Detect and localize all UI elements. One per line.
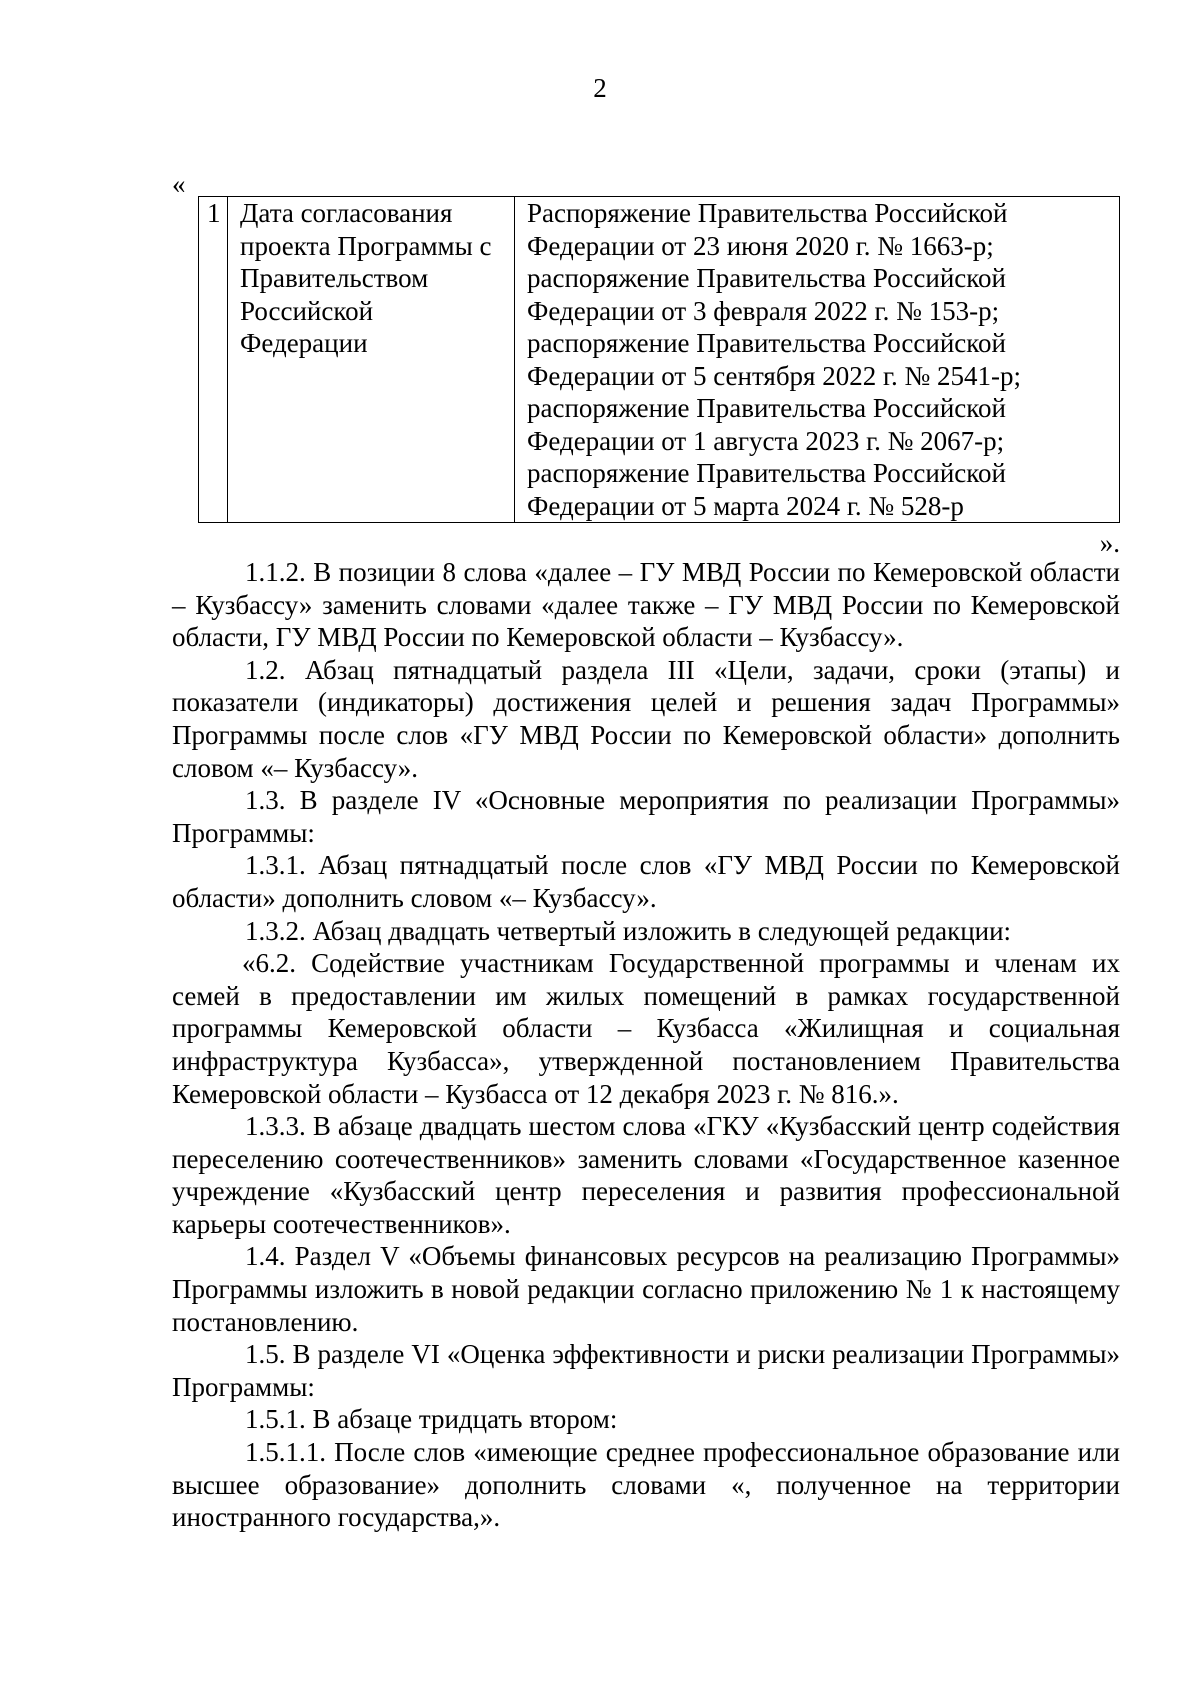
basis-line: Федерации от 5 марта 2024 г. № 528-р — [527, 490, 964, 521]
basis-line: Федерации от 5 сентября 2022 г. № 2541-р; — [527, 360, 1022, 391]
basis-line: Федерации от 1 августа 2023 г. № 2067-р; — [527, 425, 1005, 456]
basis-line: Федерации от 3 февраля 2022 г. № 153-р; — [527, 295, 1000, 326]
paragraph-1-1-2: 1.1.2. В позиции 8 слова «далее – ГУ МВД России по Кемеровской области – Кузбассу» заменить словами «далее также – ГУ МВД России по Кемеровской области, ГУ МВД России по Кемеровской области – Кузбассу». — [172, 557, 1120, 653]
paragraph-1-3: 1.3. В разделе IV «Основные мероприятия по реализации Программы» Программы: — [172, 785, 1120, 848]
paragraph-1-3-3: 1.3.3. В абзаце двадцать шестом слова «ГКУ «Кузбасский центр содействия переселению соотечественников» заменить словами «Государственное казенное учреждение «Кузбасский центр переселения и развития профессиональной карьеры соотечественников». — [172, 1111, 1120, 1239]
position-name-cell — [228, 197, 515, 523]
basis-line: распоряжение Правительства Российской — [527, 328, 1006, 358]
basis-line: распоряжение Правительства Российской — [527, 393, 1006, 423]
paragraph-1-4: 1.4. Раздел V «Объемы финансовых ресурсов на реализацию Программы» Программы изложить в новой редакции согласно приложению № 1 к настоящему постановлению. — [172, 1241, 1120, 1337]
document-body — [172, 556, 1120, 1534]
closing-quote-mark: ». — [1099, 528, 1120, 558]
position-basis-cell — [515, 197, 1120, 523]
basis-line: Распоряжение Правительства Российской — [527, 198, 1008, 228]
paragraph-quoted-6-2: «6.2. Содействие участникам Государственной программы и членам их семей в предоставлении им жилых помещений в рамках государственной программы Кемеровской области – Кузбасса «Жилищная и социальная инфраструктура Кузбасса», утвержденной постановлением Правительства Кемеровской области – Кузбасса от 12 декабря 2023 г. № 816.». — [172, 948, 1120, 1109]
row-number-cell: 1 — [199, 197, 228, 523]
position-name-line: Правительством — [240, 263, 429, 293]
paragraph-1-5-1: 1.5.1. В абзаце тридцать втором: — [245, 1404, 618, 1435]
table-row — [199, 197, 1120, 523]
basis-line: распоряжение Правительства Российской — [527, 458, 1006, 488]
page-number: 2 — [593, 73, 607, 103]
paragraph-1-5: 1.5. В разделе VI «Оценка эффективности и риски реализации Программы» Программы: — [172, 1339, 1120, 1402]
paragraph-1-5-1-1: 1.5.1.1. После слов «имеющие среднее профессиональное образование или высшее образование» дополнить словами «, полученное на территории иностранного государства,». — [172, 1437, 1120, 1533]
paragraph-1-2: 1.2. Абзац пятнадцатый раздела III «Цели, задачи, сроки (этапы) и показатели (индикаторы) достижения целей и решения задач Программы» Программы после слов «ГУ МВД России по Кемеровской области» дополнить словом «– Кузбассу». — [172, 654, 1120, 783]
program-passport-position-table — [198, 196, 1120, 523]
position-name-line: Дата согласования — [240, 198, 453, 228]
opening-quote-mark: « — [172, 169, 186, 199]
position-name-line: Российской — [240, 295, 374, 326]
position-name-line: проекта Программы с — [240, 230, 492, 261]
basis-line: Федерации от 23 июня 2020 г. № 1663-р; — [527, 230, 994, 261]
basis-line: распоряжение Правительства Российской — [527, 263, 1006, 293]
position-name-line: Федерации — [240, 328, 368, 358]
paragraph-1-3-1: 1.3.1. Абзац пятнадцатый после слов «ГУ МВД России по Кемеровской области» дополнить словом «– Кузбассу». — [172, 850, 1120, 913]
paragraph-1-3-2: 1.3.2. Абзац двадцать четвертый изложить в следующей редакции: — [245, 915, 1012, 946]
